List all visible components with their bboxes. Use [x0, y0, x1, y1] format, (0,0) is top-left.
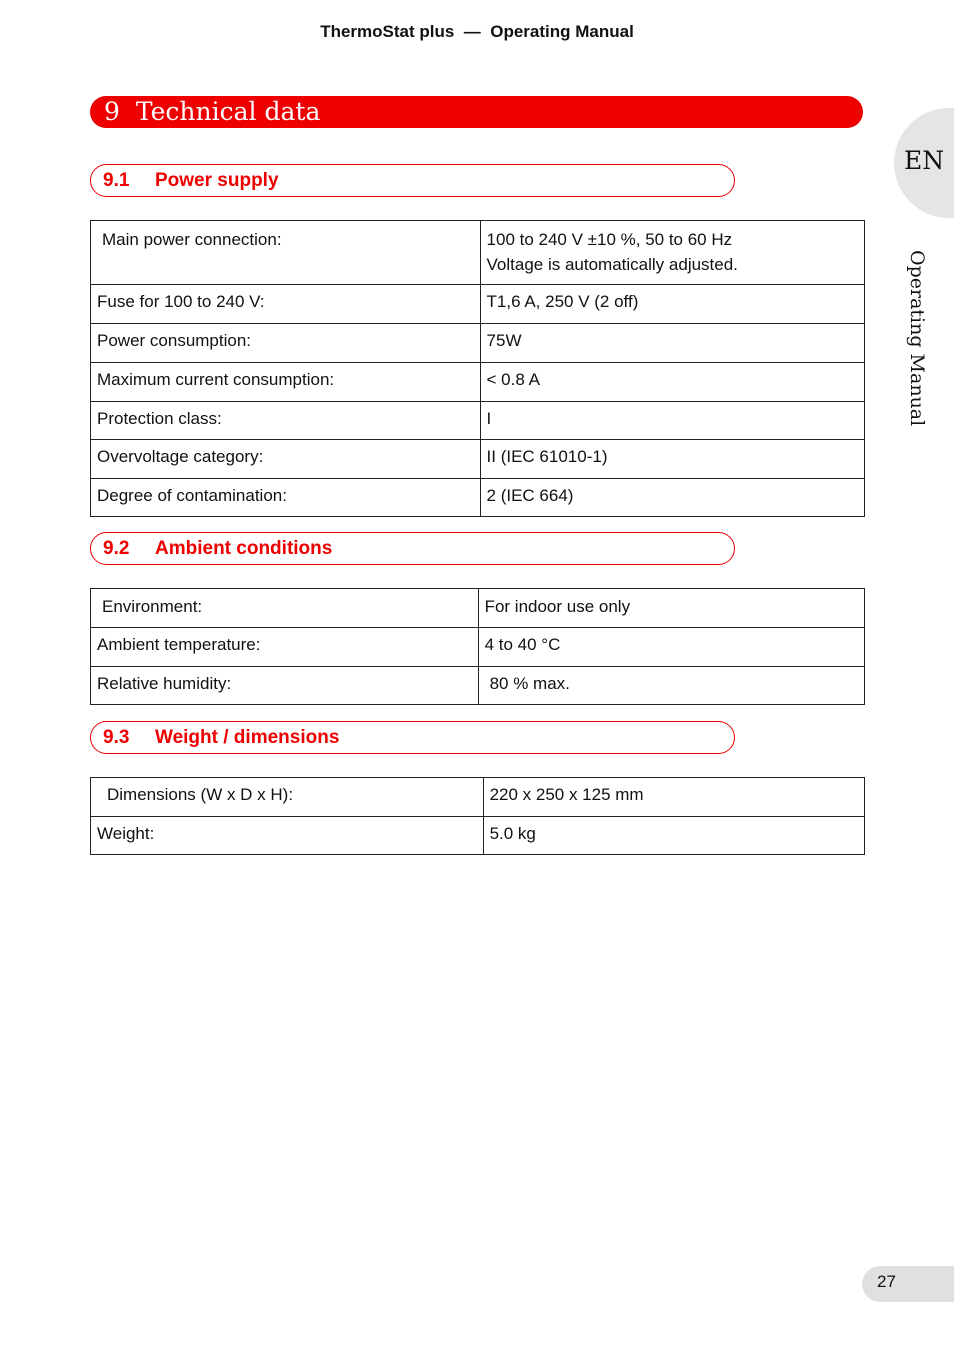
spec-key: Degree of contamination: [91, 479, 481, 517]
table-row [91, 589, 865, 628]
power-supply-table [90, 220, 865, 517]
chapter-heading [90, 96, 863, 128]
spec-key: Protection class: [91, 402, 481, 440]
spec-value: 220 x 250 x 125 mm [483, 778, 864, 817]
header-product: ThermoStat plus [320, 22, 455, 41]
language-label: EN [904, 146, 945, 175]
section-heading-ambient-conditions [90, 532, 735, 565]
chapter-number: 9 [104, 97, 120, 126]
header-doc-title: Operating Manual [490, 22, 634, 41]
section-number: 9.2 [103, 537, 130, 559]
section-title: Power supply [155, 169, 279, 191]
spec-value: 4 to 40 °C [478, 628, 864, 667]
spec-value-line: Voltage is automatically adjusted. [486, 255, 738, 274]
section-title: Ambient conditions [155, 537, 333, 559]
section-number: 9.1 [103, 169, 130, 191]
spec-value: I [480, 402, 864, 440]
ambient-conditions-table [90, 588, 865, 705]
header-separator: — [463, 22, 481, 41]
spec-value: 5.0 kg [483, 817, 864, 855]
table-row [91, 628, 865, 667]
running-header [0, 22, 954, 42]
spec-key: Power consumption: [91, 324, 481, 363]
spec-key: Environment: [91, 589, 479, 628]
spec-value: II (IEC 61010-1) [480, 440, 864, 479]
table-row [91, 285, 865, 324]
table-row [91, 778, 865, 817]
spec-value: < 0.8 A [480, 363, 864, 402]
spec-value [480, 221, 864, 285]
spec-key: Fuse for 100 to 240 V: [91, 285, 481, 324]
table-row [91, 817, 865, 855]
spec-value: For indoor use only [478, 589, 864, 628]
spec-value: 2 (IEC 664) [480, 479, 864, 517]
section-heading-power-supply [90, 164, 735, 197]
table-row [91, 324, 865, 363]
chapter-title: Technical data [135, 97, 321, 126]
spec-key: Maximum current consumption: [91, 363, 481, 402]
table-row [91, 402, 865, 440]
spec-key: Ambient temperature: [91, 628, 479, 667]
table-row [91, 479, 865, 517]
page-number: 27 [877, 1272, 896, 1291]
table-row [91, 667, 865, 705]
section-heading-weight-dimensions [90, 721, 735, 754]
spec-value: T1,6 A, 250 V (2 off) [480, 285, 864, 324]
section-number: 9.3 [103, 726, 130, 748]
spec-value: 80 % max. [478, 667, 864, 705]
spec-key: Weight: [91, 817, 484, 855]
spec-value-line: 100 to 240 V ±10 %, 50 to 60 Hz [486, 230, 733, 249]
spec-key: Dimensions (W x D x H): [91, 778, 484, 817]
spec-key: Relative humidity: [91, 667, 479, 705]
table-row [91, 221, 865, 285]
spec-key: Overvoltage category: [91, 440, 481, 479]
table-row [91, 440, 865, 479]
weight-dimensions-table [90, 777, 865, 855]
table-row [91, 363, 865, 402]
spec-value: 75W [480, 324, 864, 363]
spec-key: Main power connection: [91, 221, 481, 285]
side-title: Operating Manual [906, 250, 928, 427]
section-title: Weight / dimensions [155, 726, 340, 748]
page-number-tab [862, 1266, 954, 1302]
